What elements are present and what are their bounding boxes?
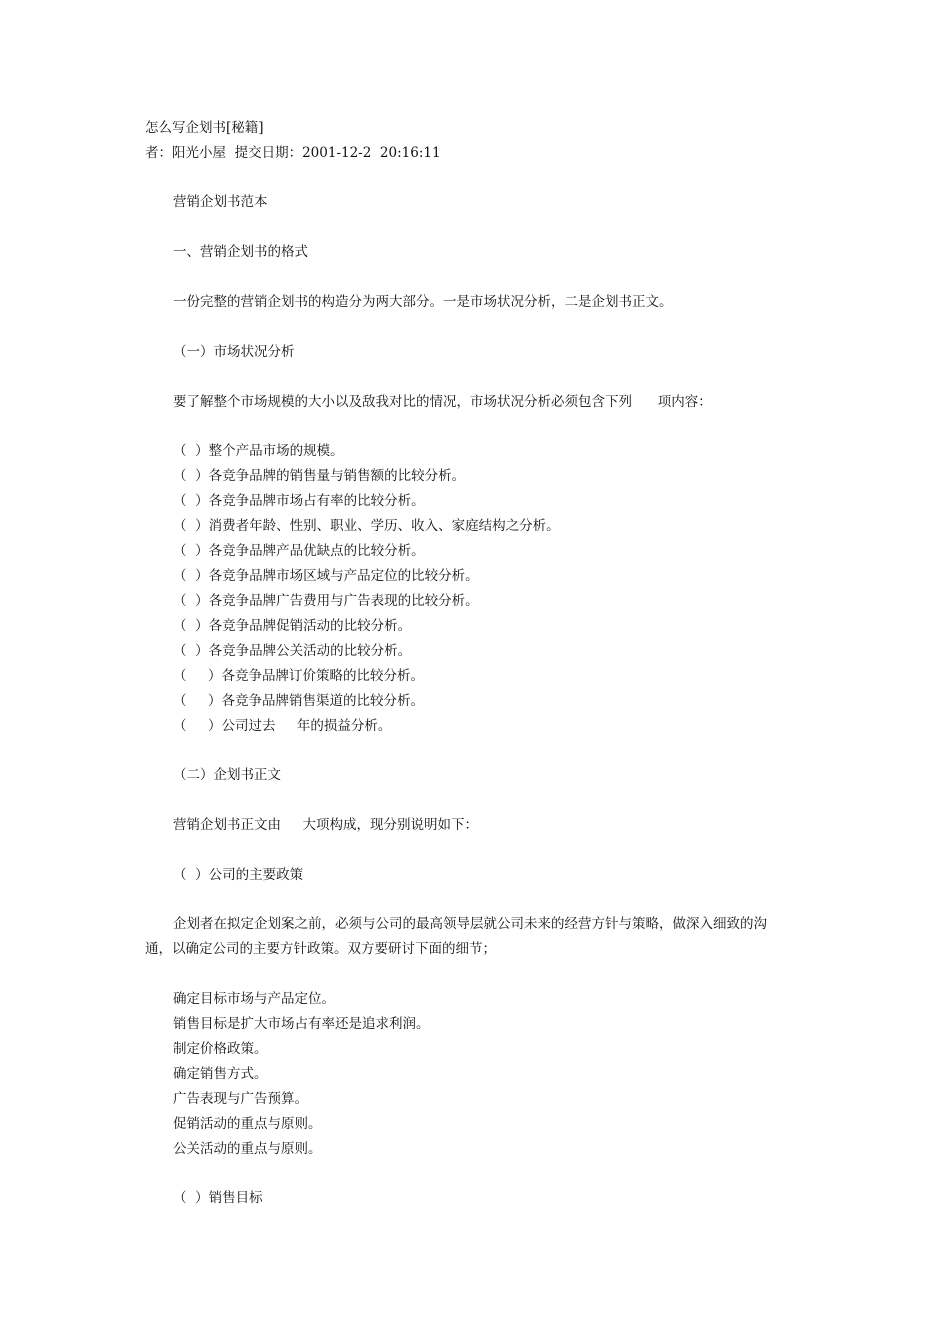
detail-item: 促销活动的重点与原则。 (173, 1116, 322, 1132)
detail-item: 销售目标是扩大市场占有率还是追求利润。 (173, 1016, 430, 1032)
subsection-lead: 要了解整个市场规模的大小以及敌我对比的情况，市场状况分析必须包含下列 项内容： (173, 394, 712, 410)
list-item: （ ）各竞争品牌公关活动的比较分析。 (173, 643, 412, 659)
list-item: （ ）各竞争品牌促销活动的比较分析。 (173, 618, 412, 634)
detail-item: 广告表现与广告预算。 (173, 1091, 308, 1107)
subsection-heading: （二）企划书正文 (173, 767, 281, 783)
detail-item: 确定销售方式。 (173, 1066, 268, 1082)
detail-item: 公关活动的重点与原则。 (173, 1141, 322, 1157)
section-intro: 一份完整的营销企划书的构造分为两大部分。一是市场状况分析，二是企划书正文。 (173, 294, 673, 310)
section-heading: 一、营销企划书的格式 (173, 244, 308, 260)
paragraph-line: 通，以确定公司的主要方针政策。双方要研讨下面的细节； (145, 941, 496, 957)
plan-title: 营销企划书范本 (173, 194, 268, 210)
list-item: （ ）消费者年龄、性别、职业、学历、收入、家庭结构之分析。 (173, 518, 560, 534)
document-title: 怎么写企划书[秘籍] (145, 120, 264, 136)
list-item: （ ）整个产品市场的规模。 (173, 443, 344, 459)
list-item: （ ）各竞争品牌的销售量与销售额的比较分析。 (173, 468, 466, 484)
subsection-heading: （一）市场状况分析 (173, 344, 295, 360)
list-item: （ ）公司过去 年的损益分析。 (173, 718, 392, 734)
list-item: （ ）各竞争品牌产品优缺点的比较分析。 (173, 543, 425, 559)
list-item: （ ）各竞争品牌销售渠道的比较分析。 (173, 693, 424, 709)
subsection-lead: 营销企划书正文由 大项构成，现分别说明如下： (173, 817, 478, 833)
detail-item: 制定价格政策。 (173, 1041, 268, 1057)
list-item: （ ）各竞争品牌广告费用与广告表现的比较分析。 (173, 593, 479, 609)
list-item: （ ）各竞争品牌订价策略的比较分析。 (173, 668, 424, 684)
paragraph-line: 企划者在拟定企划案之前，必须与公司的最高领导层就公司未来的经营方针与策略，做深入细致的沟 (173, 916, 767, 932)
detail-item: 确定目标市场与产品定位。 (173, 991, 335, 1007)
item-heading: （ ）销售目标 (173, 1190, 263, 1206)
item-heading: （ ）公司的主要政策 (173, 867, 304, 883)
list-item: （ ）各竞争品牌市场区域与产品定位的比较分析。 (173, 568, 479, 584)
list-item: （ ）各竞争品牌市场占有率的比较分析。 (173, 493, 425, 509)
document-meta: 者：阳光小屋 提交日期：2001-12-2 20:16:11 (145, 145, 441, 161)
